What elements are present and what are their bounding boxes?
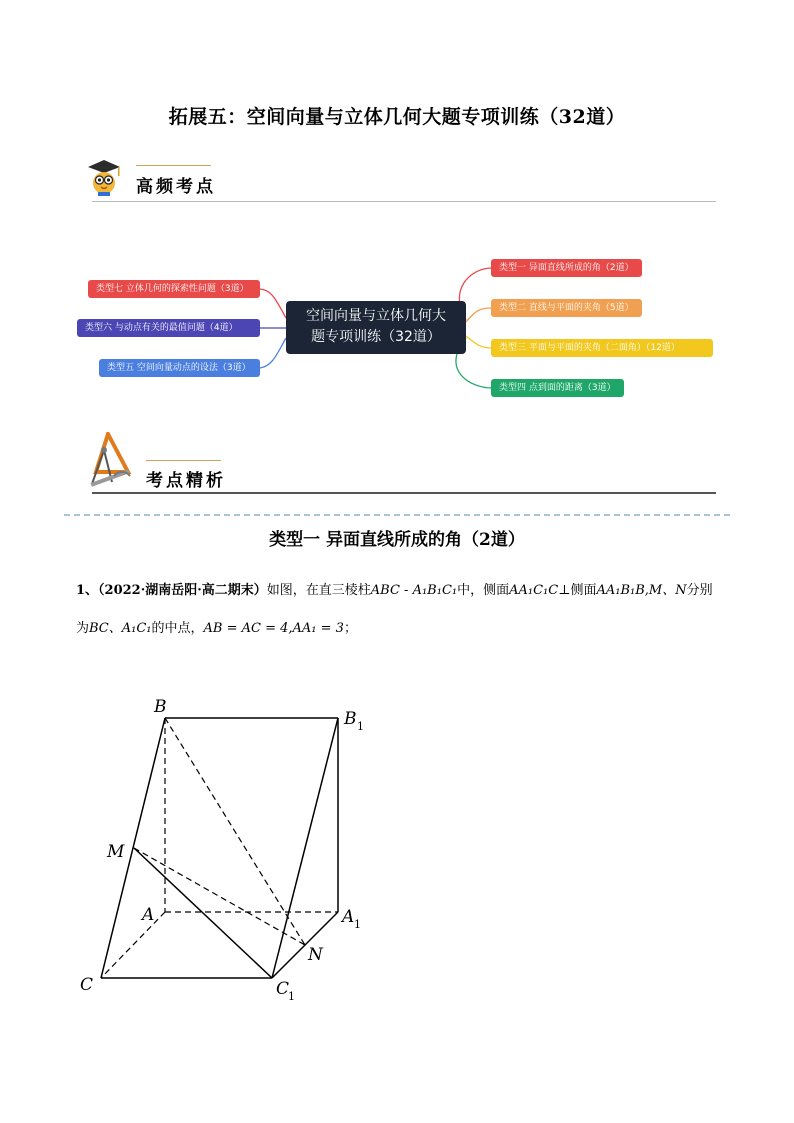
- label-A: A: [142, 905, 155, 925]
- problem-text: 如图，在直三棱柱: [266, 583, 371, 598]
- edge-C1-A1: [272, 912, 338, 978]
- condition: AB = AC = 4,AA₁ = 3: [203, 621, 344, 636]
- section-rule: [92, 201, 716, 202]
- face-2: AA₁B₁B,M、N: [596, 583, 687, 598]
- segment-M-N: [134, 848, 305, 945]
- mindmap-center-line1: 空间向量与立体几何大: [306, 308, 446, 324]
- mindmap-node-type5: 类型五 空间向量动点的设法（3道）: [99, 359, 260, 377]
- segment-B-N: [165, 718, 305, 945]
- edge-A-C: [101, 912, 165, 978]
- mindmap-center-line2: 题专项训练（32道）: [311, 329, 441, 345]
- segment-M-C1: [134, 848, 272, 978]
- mindmap-node-type2: 类型二 直线与平面的夹角（5道）: [491, 299, 642, 317]
- label-A1-sub: 1: [354, 918, 361, 931]
- problem-source: （2022·湖南岳阳·高二期末）: [98, 583, 267, 598]
- section-underline-short: [136, 165, 211, 166]
- section-title-analysis: 考点精析: [146, 471, 226, 491]
- problem-text: 分别: [686, 583, 713, 598]
- label-B: B: [154, 697, 167, 717]
- problem-text: 的中点，: [151, 621, 204, 636]
- mindmap-node-type6: 类型六 与动点有关的最值问题（4道）: [77, 319, 260, 337]
- mindmap-node-type3: 类型三 平面与平面的夹角（二面角）（12道）: [491, 339, 713, 357]
- label-C1-sub: 1: [288, 990, 295, 1003]
- problem-text: 为: [76, 621, 90, 636]
- problem-text: 侧面: [570, 583, 597, 598]
- problem-1-line1: [76, 576, 726, 606]
- mindmap-node-type1: 类型一 异面直线所成的角（2道）: [491, 259, 642, 277]
- label-C1: C: [276, 979, 290, 999]
- label-A1: A: [342, 907, 355, 927]
- type1-heading: 类型一 异面直线所成的角（2道）: [269, 530, 525, 550]
- page-title: 拓展五：空间向量与立体几何大题专项训练（32道）: [168, 106, 626, 128]
- dashed-divider: [64, 514, 730, 516]
- segments: BC、A₁C₁: [89, 621, 152, 636]
- mindmap-center: [286, 301, 466, 354]
- prism-name: ABC - A₁B₁C₁: [370, 583, 458, 598]
- section-underline-short-2: [146, 460, 221, 461]
- mindmap-node-type7: 类型七 立体几何的探索性问题（3道）: [88, 280, 260, 298]
- problem-1-line2: [76, 614, 726, 644]
- mindmap-node-type4: 类型四 点到面的距离（3道）: [491, 379, 624, 397]
- problem-text: ；: [343, 621, 357, 636]
- problem-text: 中，侧面: [457, 583, 510, 598]
- label-B1-sub: 1: [357, 720, 364, 733]
- edge-C1-B1: [272, 718, 338, 978]
- prism-figure: [70, 690, 390, 1010]
- label-C: C: [80, 975, 94, 995]
- perp-symbol: ⊥: [558, 583, 571, 598]
- graduate-mascot-icon: [84, 157, 124, 197]
- geometry-tools-icon: [86, 432, 134, 488]
- section-title-high-freq: 高频考点: [136, 177, 216, 197]
- label-N: N: [308, 945, 323, 965]
- label-M: M: [107, 842, 125, 862]
- section-rule-dark: [92, 492, 716, 494]
- label-B1: B: [344, 709, 357, 729]
- problem-number: 1、: [76, 583, 99, 598]
- face-1: AA₁C₁C: [509, 583, 559, 598]
